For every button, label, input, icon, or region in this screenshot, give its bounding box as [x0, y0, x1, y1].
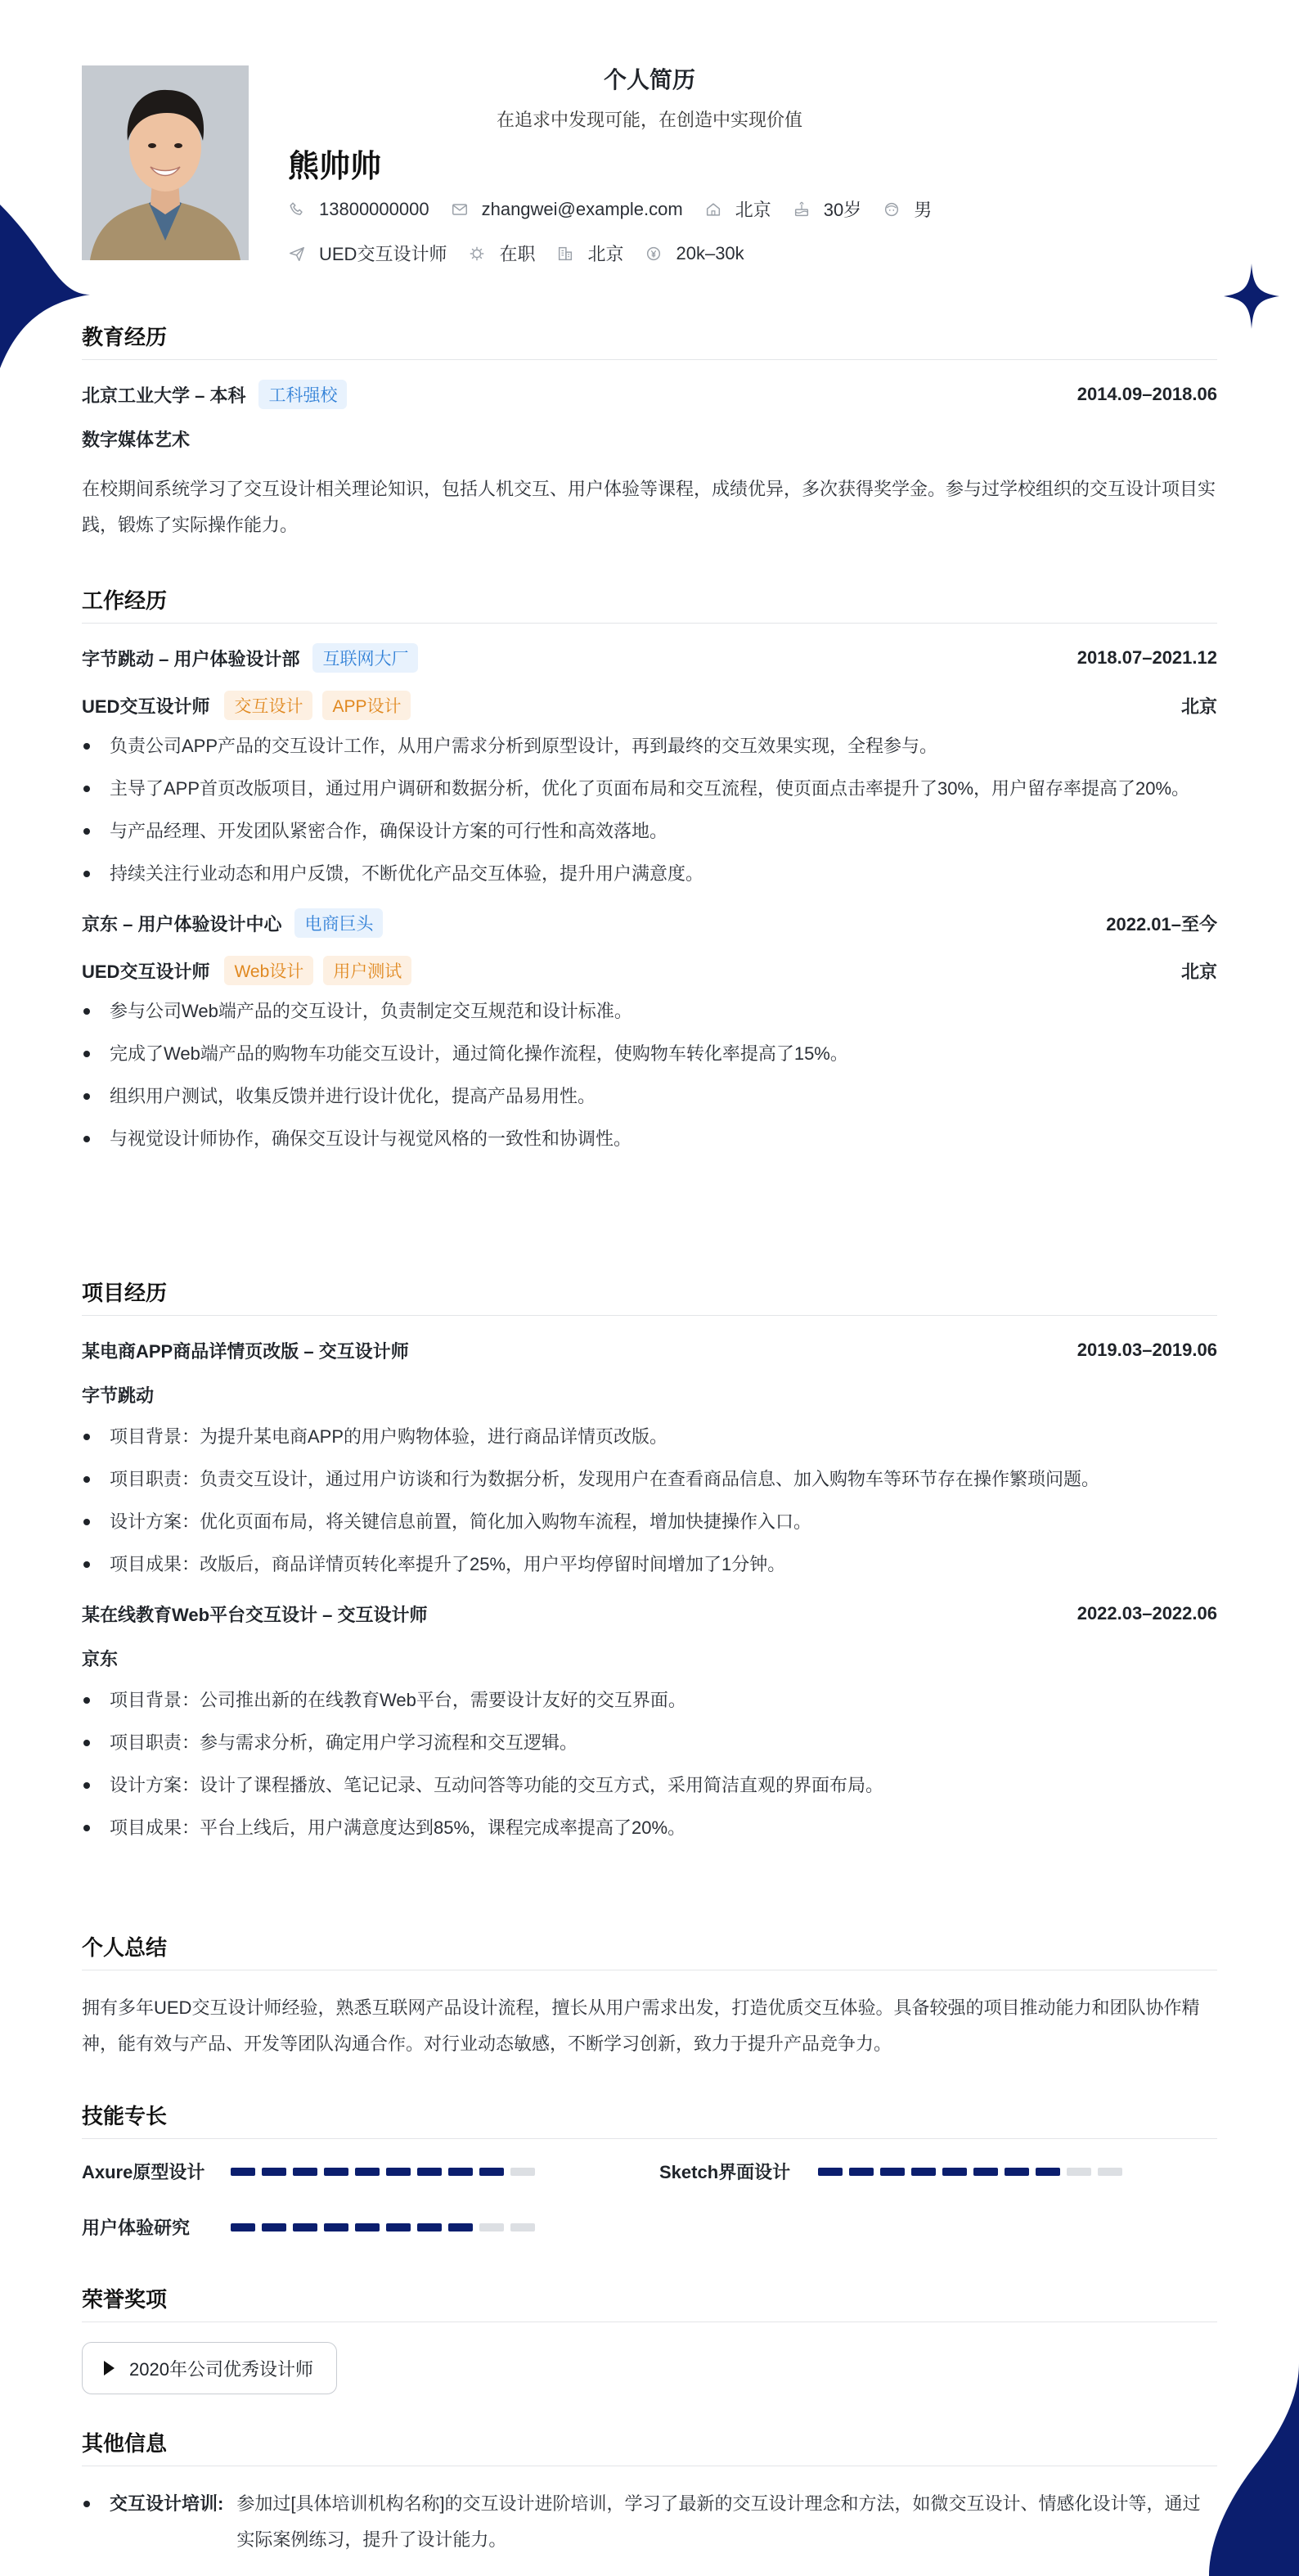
mail-icon [451, 200, 469, 218]
skill-level-segment [849, 2168, 874, 2176]
skill-level-segment [510, 2168, 535, 2176]
list-item: 组织用户测试，收集反馈并进行设计优化，提高产品易用性。 [82, 1079, 1217, 1115]
skill-level-segment [324, 2168, 348, 2176]
skill-level-segment [973, 2168, 998, 2176]
gender-text: 男 [914, 200, 933, 220]
status-info [468, 241, 535, 266]
list-item: 持续关注行业动态和用户反馈，不断优化产品交互体验，提升用户满意度。 [82, 856, 1217, 892]
salary-text: 20k–30k [676, 242, 744, 263]
target-city-info [556, 241, 623, 266]
section-title-projects: 项目经历 [82, 1277, 1217, 1316]
award-toggle-button[interactable] [82, 2342, 337, 2394]
section-title-work: 工作经历 [82, 584, 1217, 624]
skill-level-segment [386, 2223, 411, 2231]
education-description: 在校期间系统学习了交互设计相关理论知识，包括人机交互、用户体验等课程，成绩优异，多次获得奖学金。参与过学校组织的交互设计项目实践，锻炼了实际操作能力。 [82, 479, 1216, 535]
list-item: 设计方案：优化页面布局，将关键信息前置，简化加入购物车流程，增加快捷操作入口。 [82, 1504, 1217, 1540]
coin-icon [645, 245, 663, 263]
skill-level-segment [479, 2223, 504, 2231]
project-entry [82, 1599, 1217, 1846]
skill-name: Axure原型设计 [82, 2162, 205, 2182]
skills-section [82, 2100, 1217, 2273]
skill-level-segment [911, 2168, 936, 2176]
skill-level-segment [1036, 2168, 1060, 2176]
work-bullets [82, 993, 1217, 1157]
work-role-row [82, 691, 1217, 720]
project-entry-head [82, 1599, 1217, 1628]
list-item: 与视觉设计师协作，确保交互设计与视觉风格的一致性和协调性。 [82, 1121, 1217, 1157]
major-name: 数字媒体艺术 [82, 430, 191, 450]
list-item: 项目职责：参与需求分析，确定用户学习流程和交互逻辑。 [82, 1725, 1217, 1761]
skill-name: 用户体验研究 [82, 2218, 191, 2238]
skill-level-segment [448, 2223, 473, 2231]
building-icon [556, 245, 574, 263]
location-text: 北京 [735, 200, 771, 220]
education-entry-head [82, 380, 1217, 409]
home-icon [704, 200, 722, 218]
project-period: 2019.03–2019.06 [1077, 1340, 1217, 1360]
person-name: 熊帅帅 [288, 150, 382, 184]
document-title: 个人简历 [603, 67, 695, 92]
phone-icon [288, 200, 306, 218]
skill-level-bar [231, 2168, 535, 2176]
target-city-text: 北京 [587, 244, 624, 264]
other-info-key: 交互设计培训: [110, 2493, 224, 2514]
skill-level-segment [448, 2168, 473, 2176]
gender-icon [883, 200, 901, 218]
list-item: 设计方案：设计了课程播放、笔记记录、互动问答等功能的交互方式，采用简洁直观的界面布局。 [82, 1768, 1217, 1804]
list-item: 项目职责：负责交互设计，通过用户访谈和行为数据分析，发现用户在查看商品信息、加入购物车等环节存在操作繁琐问题。 [82, 1461, 1217, 1497]
project-period: 2022.03–2022.06 [1077, 1603, 1217, 1624]
document-subtitle: 在追求中发现可能，在创造中实现价值 [496, 110, 802, 130]
work-entry-head [82, 643, 1217, 673]
awards-section [82, 2283, 1217, 2394]
skill-level-segment [231, 2168, 255, 2176]
email-text: zhangwei@example.com [481, 198, 683, 219]
work-bullets [82, 728, 1217, 892]
skill-level-segment [1098, 2168, 1122, 2176]
project-name: 某电商APP商品详情页改版 – 交互设计师 [82, 1340, 409, 1362]
work-city: 北京 [1180, 696, 1217, 717]
list-item: 负责公司APP产品的交互设计工作，从用户需求分析到原型设计，再到最终的交互效果实现，全程参与。 [82, 728, 1217, 764]
contact-info-row [288, 196, 953, 222]
position-info [288, 241, 447, 266]
list-item: 完成了Web端产品的购物车功能交互设计，通过简化操作流程，使购物车转化率提高了15%。 [82, 1036, 1217, 1072]
corner-wave-bottom-right [1209, 2363, 1299, 2576]
email-info [451, 199, 683, 220]
project-company: 京东 [82, 1649, 119, 1669]
company-name: 字节跳动 – 用户体验设计部 [82, 648, 300, 669]
location-info [704, 196, 771, 222]
section-title-skills: 技能专长 [82, 2100, 1217, 2139]
skill-level-segment [355, 2168, 380, 2176]
role-name: UED交互设计师 [82, 696, 210, 717]
work-entry-head [82, 908, 1217, 938]
company-tag: 互联网大厂 [312, 643, 418, 673]
phone-text: 13800000000 [319, 198, 429, 219]
skill-name: Sketch界面设计 [659, 2162, 791, 2182]
salary-info [645, 243, 744, 264]
position-text: UED交互设计师 [319, 244, 447, 264]
section-title-other: 其他信息 [82, 2427, 1217, 2466]
project-entry-head [82, 1335, 1217, 1365]
skill-level-segment [293, 2223, 317, 2231]
education-period: 2014.09–2018.06 [1077, 384, 1217, 404]
skill-level-segment [231, 2223, 255, 2231]
summary-section [82, 1931, 1217, 2062]
skill-level-segment [262, 2223, 286, 2231]
skill-level-segment [386, 2168, 411, 2176]
other-info-item [82, 2486, 1217, 2558]
job-info-row [288, 241, 766, 266]
section-title-summary: 个人总结 [82, 1931, 1217, 1970]
skill-level-segment [479, 2168, 504, 2176]
skill-level-bar [231, 2223, 535, 2231]
skill-level-segment [880, 2168, 905, 2176]
other-info-section [82, 2427, 1217, 2558]
work-role-row [82, 956, 1217, 985]
section-title-awards: 荣誉奖项 [82, 2283, 1217, 2322]
skill-level-segment [1005, 2168, 1029, 2176]
skill-level-segment [417, 2168, 442, 2176]
list-item: 参与公司Web端产品的交互设计，负责制定交互规范和设计标准。 [82, 993, 1217, 1029]
work-period: 2018.07–2021.12 [1077, 647, 1217, 668]
age-info [793, 196, 861, 222]
corner-wave-top-left [0, 205, 90, 368]
education-section [82, 321, 1217, 543]
skill-item [82, 2159, 535, 2184]
project-company: 字节跳动 [82, 1385, 155, 1406]
award-label: 2020年公司优秀设计师 [129, 2358, 313, 2380]
paper-plane-icon [288, 245, 306, 263]
work-entry [82, 643, 1217, 892]
skill-item [82, 2214, 535, 2240]
skill-level-segment [1067, 2168, 1091, 2176]
summary-text: 拥有多年UED交互设计师经验，熟悉互联网产品设计流程，擅长从用户需求出发，打造优质交互体验。具备较强的项目推动能力和团队协作精神，能有效与产品、开发等团队沟通合作。对行业动态敏感，不断学习创新，致力于提升产品竞争力。 [82, 1997, 1200, 2054]
company-tag: 电商巨头 [294, 908, 383, 938]
project-bullets [82, 1419, 1217, 1583]
age-text: 30岁 [823, 200, 862, 220]
company-name: 京东 – 用户体验设计中心 [82, 913, 282, 934]
skill-item [659, 2159, 1122, 2184]
work-period: 2022.01–至今 [1106, 913, 1217, 934]
list-item: 主导了APP首页改版项目，通过用户调研和数据分析，优化了页面布局和交互流程，使页面点击率提升了30%，用户留存率提高了20%。 [82, 771, 1217, 807]
cake-icon [793, 200, 811, 218]
skill-level-segment [417, 2223, 442, 2231]
work-city: 北京 [1180, 961, 1217, 982]
list-item: 项目背景：公司推出新的在线教育Web平台，需要设计友好的交互界面。 [82, 1682, 1217, 1718]
role-name: UED交互设计师 [82, 961, 210, 982]
skill-level-segment [293, 2168, 317, 2176]
work-entry [82, 908, 1217, 1157]
phone-info [288, 199, 429, 220]
skill-level-bar [818, 2168, 1122, 2176]
bullet-dot [83, 2501, 90, 2507]
project-name: 某在线教育Web平台交互设计 – 交互设计师 [82, 1604, 428, 1625]
projects-section [82, 1277, 1217, 1853]
skill-level-segment [510, 2223, 535, 2231]
status-gear-icon [468, 245, 486, 263]
other-info-value: 参加过[具体培训机构名称]的交互设计进阶培训，学习了最新的交互设计理念和方法，如微交互设计、情感化设计等，通过实际案例练习，提升了设计能力。 [236, 2493, 1201, 2550]
skill-level-segment [818, 2168, 843, 2176]
skill-tag: APP设计 [322, 691, 411, 720]
list-item: 项目成果：平台上线后，用户满意度达到85%，课程完成率提高了20%。 [82, 1810, 1217, 1846]
skill-tag: 用户测试 [323, 956, 411, 985]
skill-level-segment [262, 2168, 286, 2176]
section-title-education: 教育经历 [82, 321, 1217, 360]
skills-grid [82, 2159, 1217, 2273]
skill-level-segment [942, 2168, 967, 2176]
school-tag: 工科强校 [258, 380, 347, 409]
project-bullets [82, 1682, 1217, 1846]
work-section [82, 584, 1217, 1164]
project-entry [82, 1335, 1217, 1583]
list-item: 项目成果：改版后，商品详情页转化率提升了25%，用户平均停留时间增加了1分钟。 [82, 1547, 1217, 1583]
list-item: 与产品经理、开发团队紧密合作，确保设计方案的可行性和高效落地。 [82, 813, 1217, 849]
status-text: 在职 [499, 244, 536, 264]
skill-tag: 交互设计 [224, 691, 312, 720]
list-item: 项目背景：为提升某电商APP的用户购物体验，进行商品详情页改版。 [82, 1419, 1217, 1455]
skill-tag: Web设计 [224, 956, 313, 985]
sparkle-star-icon [1224, 263, 1279, 329]
gender-info [883, 196, 932, 222]
skill-level-segment [355, 2223, 380, 2231]
caret-right-icon [104, 2361, 115, 2376]
skill-level-segment [324, 2223, 348, 2231]
school-name: 北京工业大学 – 本科 [82, 385, 246, 406]
